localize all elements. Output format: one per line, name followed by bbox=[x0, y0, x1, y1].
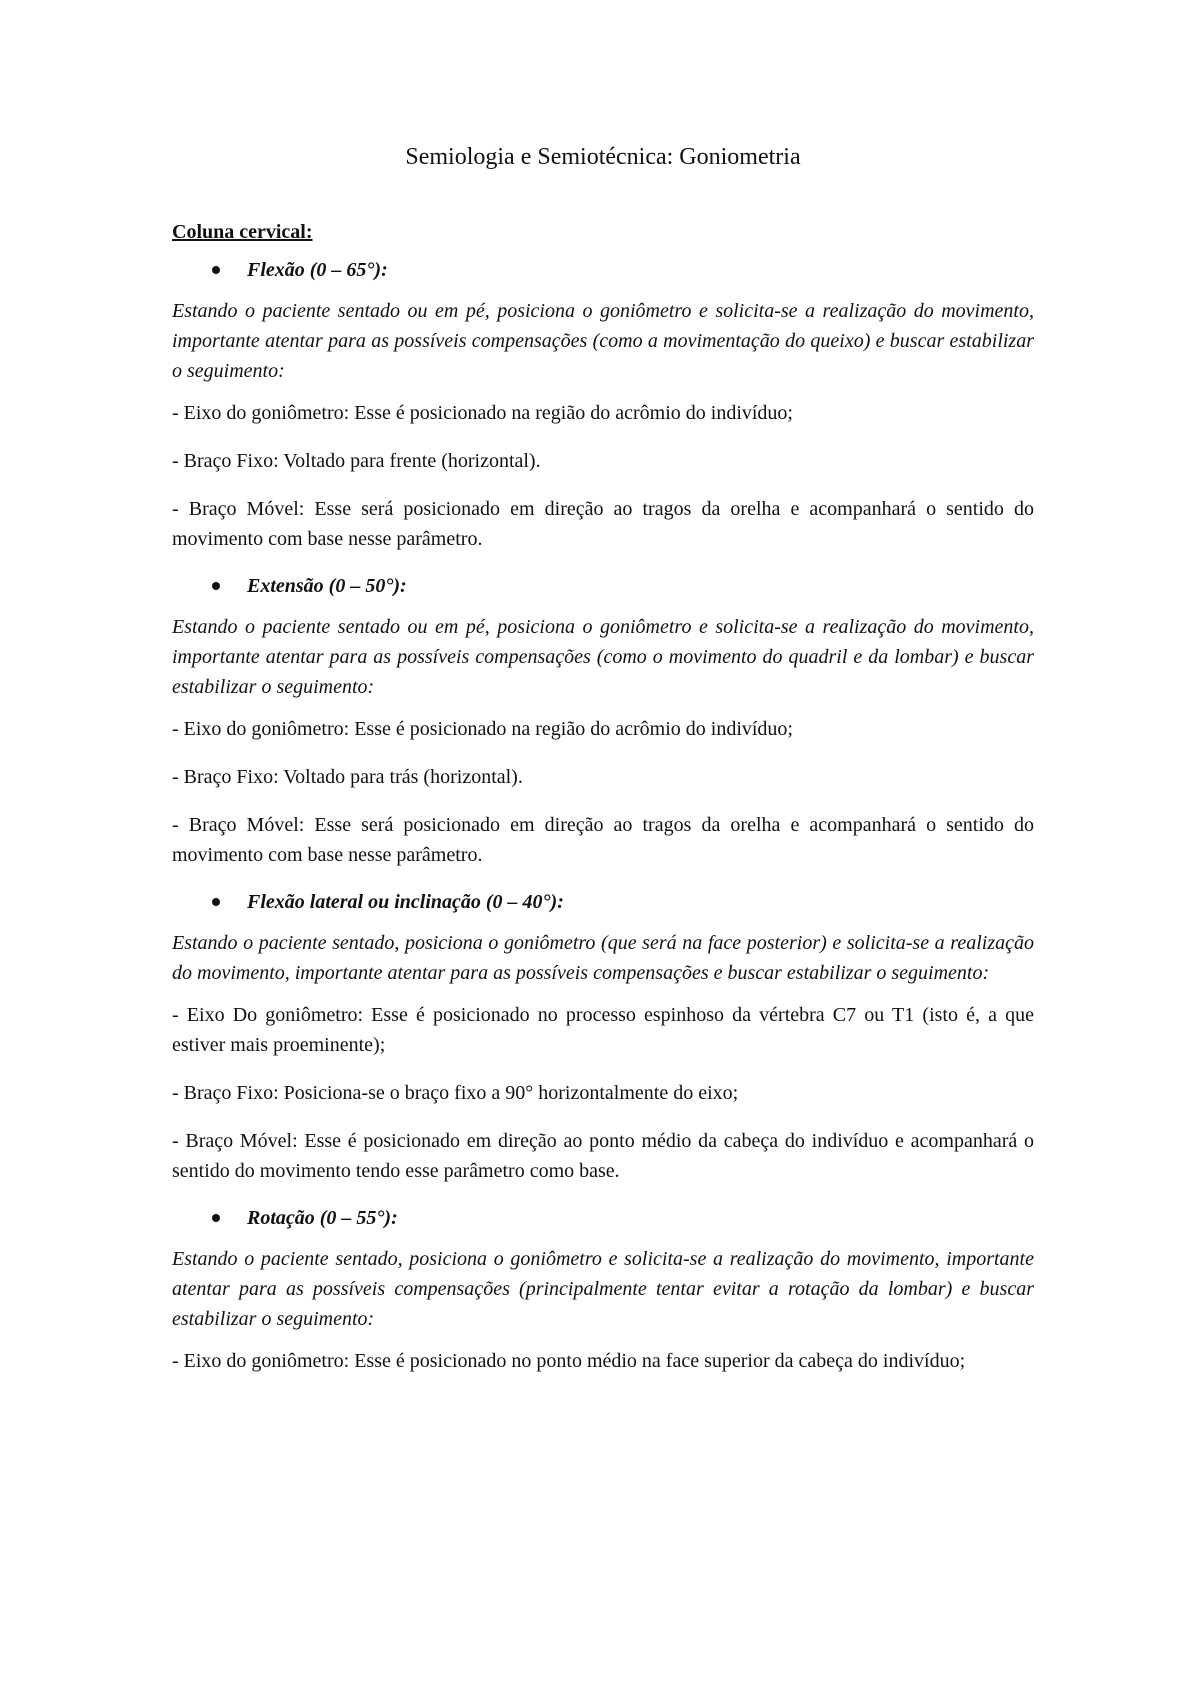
document-title: Semiologia e Semiotécnica: Goniometria bbox=[405, 144, 801, 170]
movement-heading-text: Flexão (0 – 65°): bbox=[247, 259, 388, 281]
movement-item: - Eixo do goniômetro: Esse é posicionado no ponto médio na face superior da cabeça do indivíduo; bbox=[172, 1350, 966, 1372]
movement-intro: Estando o paciente sentado ou em pé, posiciona o goniômetro e solicita-se a realização do movimento, importante atentar para as possíveis compensações (como o movimento do quadril e da lombar) e buscar estabilizar o seguimento: bbox=[172, 616, 1034, 698]
movement-item: - Braço Fixo: Voltado para frente (horizontal). bbox=[172, 450, 541, 472]
movement-item: - Braço Fixo: Voltado para trás (horizontal). bbox=[172, 766, 523, 788]
movement-rotacao bbox=[172, 1204, 1034, 1376]
movement-item: - Braço Móvel: Esse será posicionado em direção ao tragos da orelha e acompanhará o sentido do movimento com base nesse parâmetro. bbox=[172, 814, 1034, 866]
document-body bbox=[172, 140, 1034, 1394]
movement-heading bbox=[172, 888, 1034, 916]
movement-intro: Estando o paciente sentado, posiciona o goniômetro e solicita-se a realização do movimento, importante atentar para as possíveis compensações (principalmente tentar evitar a rotação da lombar) e buscar estabilizar o seguimento: bbox=[172, 1248, 1034, 1330]
bullet-icon bbox=[212, 898, 220, 906]
movement-item: - Eixo do goniômetro: Esse é posicionado na região do acrômio do indivíduo; bbox=[172, 402, 793, 424]
bullet-icon bbox=[212, 1214, 220, 1222]
movement-extensao bbox=[172, 572, 1034, 870]
movement-heading-text: Extensão (0 – 50°): bbox=[247, 575, 407, 597]
movement-heading-text: Flexão lateral ou inclinação (0 – 40°): bbox=[247, 891, 564, 913]
movement-heading bbox=[172, 256, 1034, 284]
movement-item: - Braço Móvel: Esse é posicionado em direção ao ponto médio da cabeça do indivíduo e acompanhará o sentido do movimento tendo esse parâmetro como base. bbox=[172, 1130, 1034, 1182]
movement-heading bbox=[172, 572, 1034, 600]
movement-heading-text: Rotação (0 – 55°): bbox=[247, 1207, 398, 1229]
movement-item: - Braço Móvel: Esse será posicionado em direção ao tragos da orelha e acompanhará o sentido do movimento com base nesse parâmetro. bbox=[172, 498, 1034, 550]
bullet-icon bbox=[212, 266, 220, 274]
movement-flexao-lateral bbox=[172, 888, 1034, 1186]
bullet-icon bbox=[212, 582, 220, 590]
movement-item: - Eixo do goniômetro: Esse é posicionado na região do acrômio do indivíduo; bbox=[172, 718, 793, 740]
section-title: Coluna cervical: bbox=[172, 221, 313, 243]
movement-flexao bbox=[172, 256, 1034, 554]
movement-intro: Estando o paciente sentado, posiciona o goniômetro (que será na face posterior) e solicita-se a realização do movimento, importante atentar para as possíveis compensações e buscar estabilizar o seguimento: bbox=[172, 932, 1034, 984]
movement-intro: Estando o paciente sentado ou em pé, posiciona o goniômetro e solicita-se a realização do movimento, importante atentar para as possíveis compensações (como a movimentação do queixo) e buscar estabilizar o seguimento: bbox=[172, 300, 1034, 382]
movement-item: - Braço Fixo: Posiciona-se o braço fixo a 90° horizontalmente do eixo; bbox=[172, 1082, 739, 1104]
movement-item: - Eixo Do goniômetro: Esse é posicionado no processo espinhoso da vértebra C7 ou T1 (isto é, a que estiver mais proeminente); bbox=[172, 1004, 1034, 1056]
movement-heading bbox=[172, 1204, 1034, 1232]
